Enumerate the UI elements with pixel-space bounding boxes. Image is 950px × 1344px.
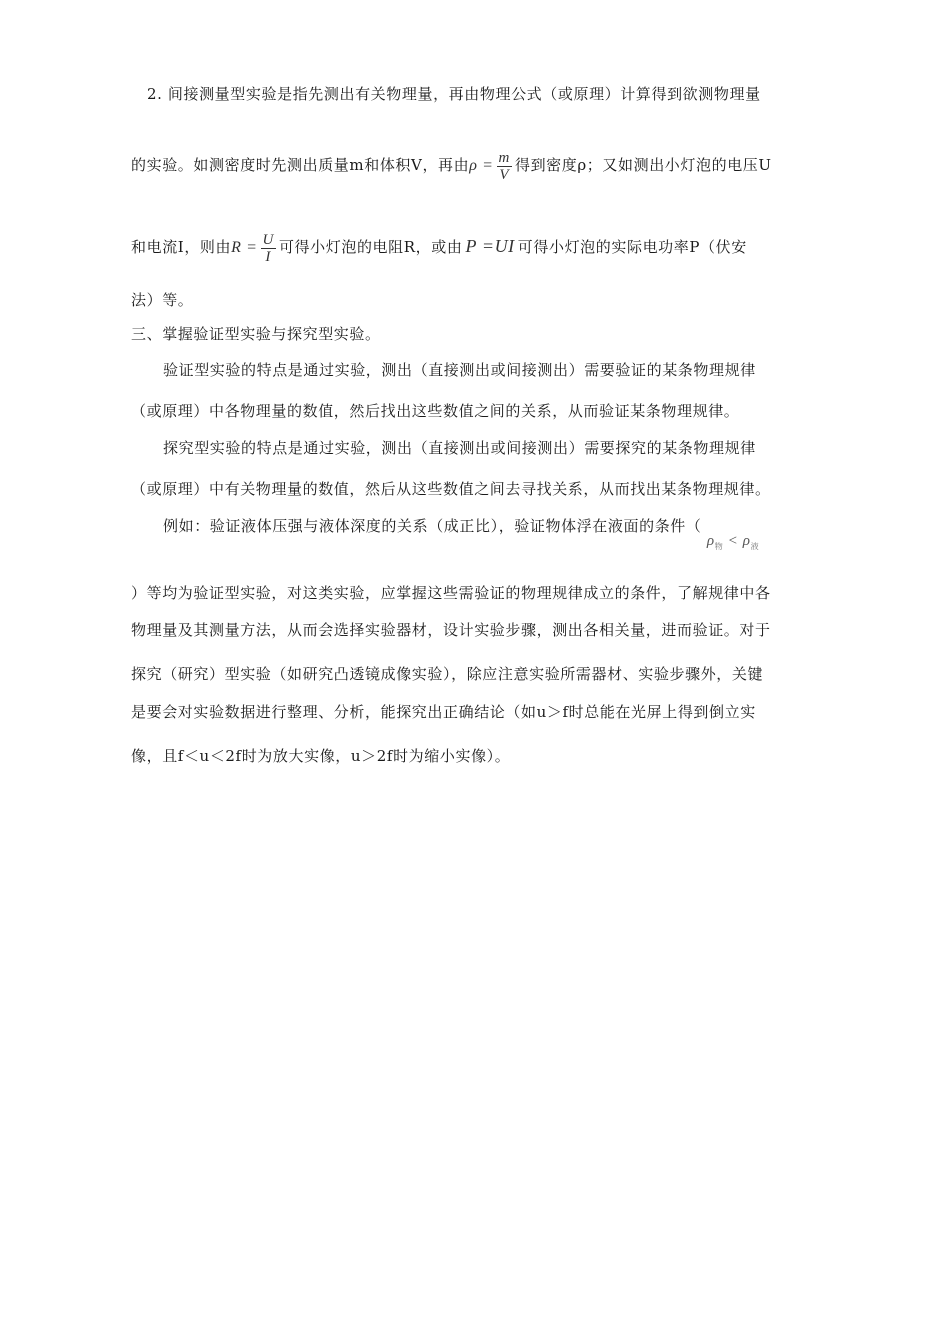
paragraph-line: 物理量及其测量方法，从而会选择实验器材，设计实验步骤，测出各相关量，进而验证。对于 [131,621,771,639]
fraction [261,232,276,265]
paragraph-line: ）等均为验证型实验，对这类实验，应掌握这些需验证的物理规律成立的条件，了解规律中各 [131,584,771,602]
paragraph-line [163,516,760,551]
paragraph-line [131,232,747,265]
denominator: I [265,249,272,265]
paragraph-line: 2. 间接测量型实验是指先测出有关物理量，再由物理公式（或原理）计算得到欲测物理量 [147,85,761,103]
text-span: 得到密度ρ；又如测出小灯泡的电压U [514,156,772,175]
paragraph-line: （或原理）中各物理量的数值，然后找出这些数值之间的关系，从而验证某条物理规律。 [131,402,740,420]
paragraph-line: （或原理）中有关物理量的数值，然后从这些数值之间去寻找关系，从而找出某条物理规律。 [131,480,771,498]
denominator: V [499,167,510,183]
text-span: 例如：验证液体压强与液体深度的关系（成正比），验证物体浮在液面的条件（ [163,517,702,535]
fraction [497,150,512,183]
text-span: 可得小灯泡的电阻R，或由 [278,238,463,257]
paragraph-line: 法）等。 [131,291,194,309]
paragraph-line: 探究型实验的特点是通过实验，测出（直接测出或间接测出）需要探究的某条物理规律 [163,439,756,457]
paragraph-line: 像，且f＜u＜2f时为放大实像，u＞2f时为缩小实像）。 [131,747,511,765]
text-span: 的实验。如测密度时先测出质量m和体积V，再由 [131,156,470,175]
paragraph-line [131,150,772,183]
subscript: 物 [714,542,724,551]
formula-lhs: ρ = [469,157,494,175]
floating-condition [707,533,759,549]
rho-symbol: ρ [742,533,751,549]
subscript: 液 [750,542,760,551]
paragraph-line: 是要会对实验数据进行整理、分析，能探究出正确结论（如u＞f时总能在光屏上得到倒立实 [131,703,756,721]
formula-resistance [231,232,279,265]
text-span: 和电流I，则由 [131,238,232,257]
numerator: m [498,150,510,166]
formula-density [469,150,515,183]
formula-lhs: R = [231,239,258,257]
formula-power: P =UI [465,236,515,257]
paragraph-line: 验证型实验的特点是通过实验，测出（直接测出或间接测出）需要验证的某条物理规律 [163,361,756,379]
numerator: U [262,232,274,248]
rho-symbol: ρ [706,533,715,549]
paragraph-line: 探究（研究）型实验（如研究凸透镜成像实验），除应注意实验所需器材、实验步骤外，关键 [131,665,764,683]
less-than-sign: < [723,533,743,549]
section-heading: 三、掌握验证型实验与探究型实验。 [131,325,381,343]
text-span: 可得小灯泡的实际电功率P（伏安 [517,238,747,257]
